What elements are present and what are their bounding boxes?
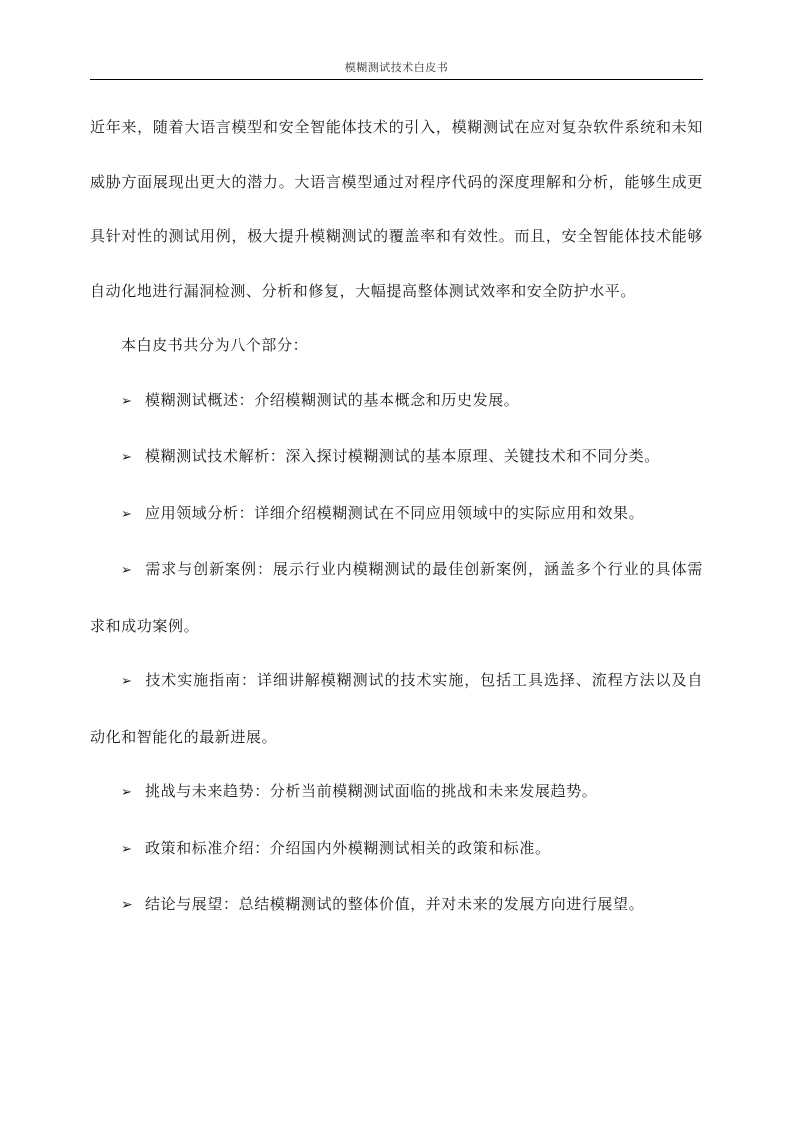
arrow-bullet-icon: ➢ bbox=[121, 785, 133, 800]
list-item-text: 技术实施指南：详细讲解模糊测试的技术实施，包括工具选择、流程方法以及自动化和智能化的最新进展。 bbox=[90, 671, 703, 746]
list-item bbox=[90, 429, 703, 486]
list-item bbox=[90, 821, 703, 878]
list-item-text: 模糊测试技术解析：深入探讨模糊测试的基本原理、关键技术和不同分类。 bbox=[145, 447, 660, 465]
arrow-bullet-icon: ➢ bbox=[121, 506, 133, 522]
arrow-bullet-icon: ➢ bbox=[121, 563, 133, 578]
header-title: 模糊测试技术白皮书 bbox=[344, 61, 449, 74]
document-body bbox=[90, 100, 703, 933]
list-item bbox=[90, 373, 703, 430]
page-header bbox=[90, 0, 703, 80]
list-item-text: 模糊测试概述：介绍模糊测试的基本概念和历史发展。 bbox=[145, 390, 520, 409]
list-item bbox=[90, 542, 703, 653]
list-item bbox=[90, 653, 703, 764]
list-item-text: 结论与展望：总结模糊测试的整体价值，并对未来的发展方向进行展望。 bbox=[145, 895, 645, 913]
list-item-text: 应用领域分析：详细介绍模糊测试在不同应用领域中的实际应用和效果。 bbox=[145, 503, 645, 522]
arrow-bullet-icon: ➢ bbox=[121, 450, 133, 465]
list-item bbox=[90, 486, 703, 543]
list-item bbox=[90, 764, 703, 821]
list-item bbox=[90, 877, 703, 933]
arrow-bullet-icon: ➢ bbox=[121, 897, 134, 913]
list-item-text: 需求与创新案例：展示行业内模糊测试的最佳创新案例，涵盖多个行业的具体需求和成功案例。 bbox=[90, 560, 703, 635]
list-item-text: 挑战与未来趋势：分析当前模糊测试面临的挑战和未来发展趋势。 bbox=[145, 782, 598, 800]
list-item-text: 政策和标准介绍：介绍国内外模糊测试相关的政策和标准。 bbox=[145, 838, 551, 857]
intro-paragraph: 近年来，随着大语言模型和安全智能体技术的引入，模糊测试在应对复杂软件系统和未知威胁方面展现出更大的潜力。大语言模型通过对程序代码的深度理解和分析，能够生成更具针对性的测试用例，极大提升模糊测试的覆盖率和有效性。而且，安全智能体技术能够自动化地进行漏洞检测、分析和修复，大幅提高整体测试效率和安全防护水平。 bbox=[90, 118, 703, 300]
arrow-bullet-icon: ➢ bbox=[121, 674, 133, 689]
arrow-bullet-icon: ➢ bbox=[121, 393, 133, 409]
sections-intro: 本白皮书共分为八个部分： bbox=[121, 336, 309, 354]
arrow-bullet-icon: ➢ bbox=[121, 841, 133, 857]
